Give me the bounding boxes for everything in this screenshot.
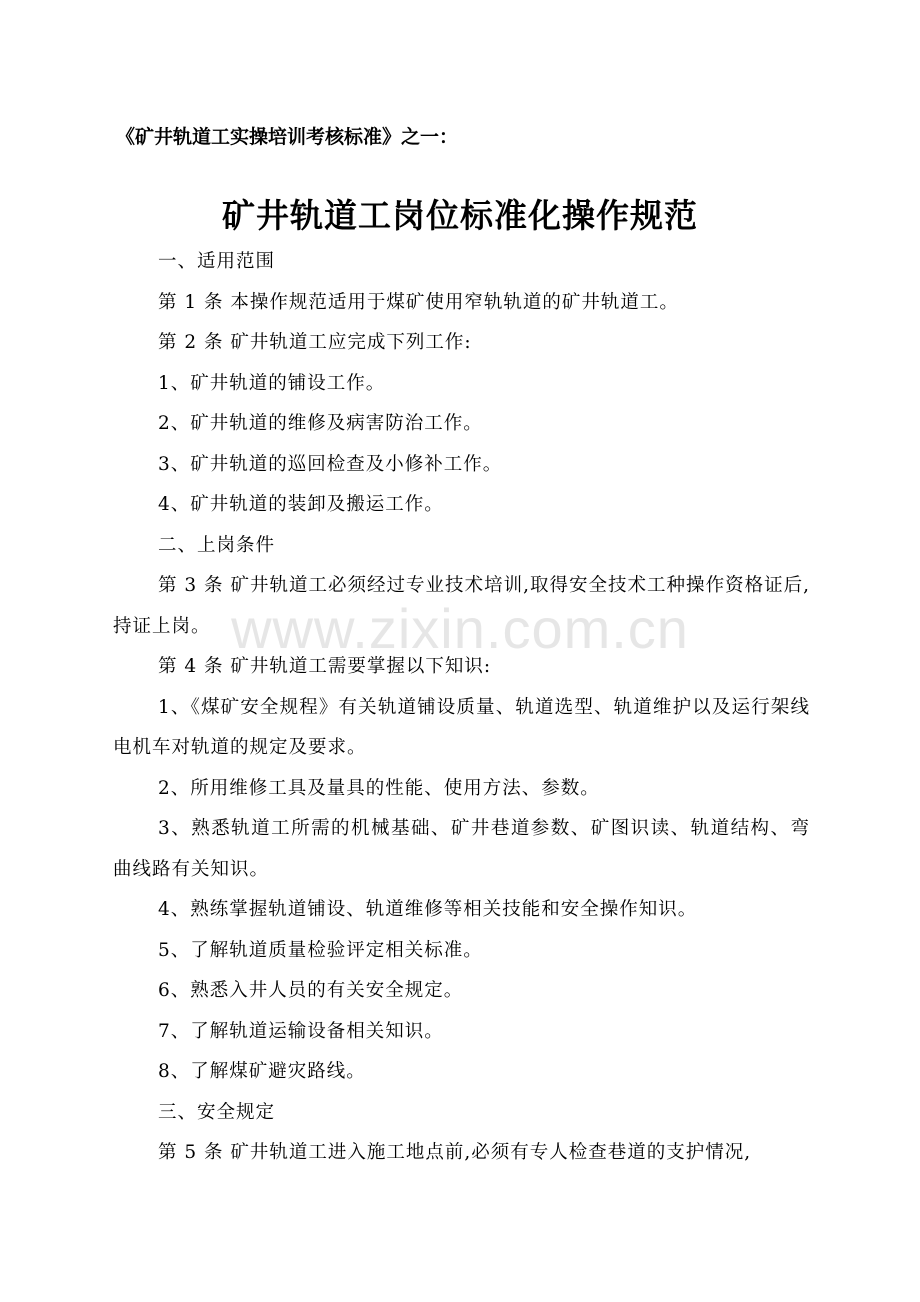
list-item: 8、了解煤矿避灾路线。 bbox=[158, 1061, 366, 1082]
list-item: 6、熟悉入井人员的有关安全规定。 bbox=[158, 980, 464, 1001]
list-item: 1、矿井轨道的铺设工作。 bbox=[158, 372, 386, 394]
list-item: 4、熟练掌握轨道铺设、轨道维修等相关技能和安全操作知识。 bbox=[158, 899, 698, 920]
list-item: 1、《煤矿安全规程》有关轨道铺设质量、轨道选型、轨道维护以及运行架线电机车对轨道的规定及要求。 bbox=[113, 696, 810, 758]
series-title: 《矿井轨道工实操培训考核标准》之一： bbox=[116, 126, 459, 148]
list-item: 3、熟悉轨道工所需的机械基础、矿井巷道参数、矿图识读、轨道结构、弯曲线路有关知识。 bbox=[113, 818, 810, 880]
paragraph: 第 4 条 矿井轨道工需要掌握以下知识: bbox=[158, 656, 492, 677]
paragraph: 第 2 条 矿井轨道工应完成下列工作: bbox=[158, 332, 472, 353]
list-item: 2、所用维修工具及量具的性能、使用方法、参数。 bbox=[158, 777, 600, 799]
paragraph: 第 3 条 矿井轨道工必须经过专业技术培训,取得安全技术工种操作资格证后,持证上岗。 bbox=[113, 575, 810, 637]
section-heading: 一、适用范围 bbox=[158, 251, 276, 272]
watermark: www.zixin.com.cn bbox=[231, 597, 689, 660]
list-item: 5、了解轨道质量检验评定相关标准。 bbox=[158, 939, 483, 961]
document-body bbox=[113, 242, 810, 1174]
list-item: 3、矿井轨道的巡回检查及小修补工作。 bbox=[158, 453, 503, 475]
list-item: 7、了解轨道运输设备相关知识。 bbox=[158, 1020, 444, 1042]
list-item: 2、矿井轨道的维修及病害防治工作。 bbox=[158, 413, 483, 434]
paragraph: 第 1 条 本操作规范适用于煤矿使用窄轨轨道的矿井轨道工。 bbox=[158, 291, 679, 313]
document-title: 矿井轨道工岗位标准化操作规范 bbox=[222, 196, 698, 235]
list-item: 4、矿井轨道的装卸及搬运工作。 bbox=[158, 494, 444, 515]
section-heading: 三、安全规定 bbox=[158, 1101, 276, 1123]
section-heading: 二、上岗条件 bbox=[158, 534, 276, 556]
paragraph: 第 5 条 矿井轨道工进入施工地点前,必须有专人检查巷道的支护情况, bbox=[158, 1142, 752, 1163]
